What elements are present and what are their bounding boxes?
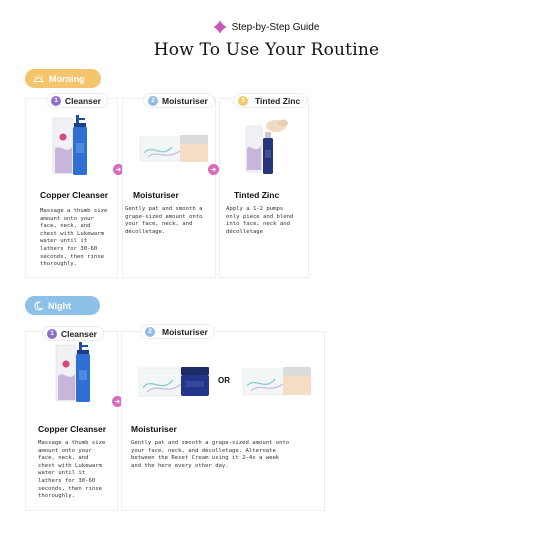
night-label: Night: [48, 300, 71, 311]
morning-step-2-tag: [143, 93, 215, 108]
night-pill: [25, 296, 100, 315]
night-step-2-tag: [140, 324, 215, 339]
morning-step-2-name: Moisturiser: [133, 190, 179, 200]
moisturiser-product-image: [243, 364, 313, 398]
moisturiser-product-image: [140, 133, 210, 165]
morning-step-3-tag: [233, 93, 307, 108]
guide-label: Step-by-Step Guide: [231, 21, 320, 33]
morning-step-3-description: Apply a 1-2 pumps only piece and blend into face, neck and décolletage: [226, 206, 294, 235]
morning-step-1-description: Massage a thumb size amount onto your face, neck, and chest with Lukewarm water until it lathers for 30-60 seconds, then rinse thoroughly.: [40, 208, 108, 268]
morning-label: Morning: [49, 73, 85, 84]
copper-cleanser-product-image: [55, 342, 101, 404]
moon-icon: [33, 301, 43, 311]
step-number-badge: 2: [148, 96, 158, 106]
step-number-badge: 1: [47, 329, 57, 339]
step-tag-label: Cleanser: [61, 328, 97, 339]
night-step-1-tag: [42, 326, 104, 341]
step-number-badge: 3: [238, 96, 248, 106]
morning-step-2-card: [122, 95, 216, 278]
morning-pill: [25, 69, 101, 88]
step-number-badge: 2: [145, 327, 155, 337]
morning-step-1-tag: [46, 93, 108, 108]
step-number-badge: 1: [51, 96, 61, 106]
reset-cream-product-image: [139, 364, 211, 400]
night-step-1-name: Copper Cleanser: [38, 424, 107, 434]
night-step-2-card: [121, 331, 325, 511]
step-tag-label: Moisturiser: [162, 95, 208, 106]
or-separator: OR: [218, 376, 230, 385]
night-step-2-name: Moisturiser: [131, 424, 177, 434]
step-tag-label: Cleanser: [65, 95, 101, 106]
night-step-2-description: Gently pat and smooth a grape-sized amount onto your face, neck, and décolletage. Alternate between the Reset Cream using it 2-4x a week and the hero every other day.: [131, 440, 290, 469]
copper-cleanser-product-image: [52, 115, 98, 177]
morning-step-3-name: Tinted Zinc: [234, 190, 280, 200]
tinted-zinc-product-image: [243, 118, 293, 176]
page-title: How To Use Your Routine: [153, 40, 380, 60]
night-step-1-description: Massage a thumb size amount onto your face, neck, and chest with Lukewarm water until it lathers for 30-60 seconds, then rinse thoroughly.: [38, 440, 106, 500]
step-tag-label: Tinted Zinc: [255, 95, 301, 106]
sparkle-icon: [214, 21, 226, 33]
step-tag-label: Moisturiser: [162, 326, 208, 337]
sunrise-icon: [33, 74, 44, 83]
arrow-right-icon: [208, 164, 219, 175]
morning-step-2-description: Gently pat and smooth a grape-sized amount onto your face, neck, and décolletage.: [125, 206, 203, 235]
guide-header: [0, 21, 533, 33]
morning-step-1-name: Copper Cleanser: [40, 190, 109, 200]
